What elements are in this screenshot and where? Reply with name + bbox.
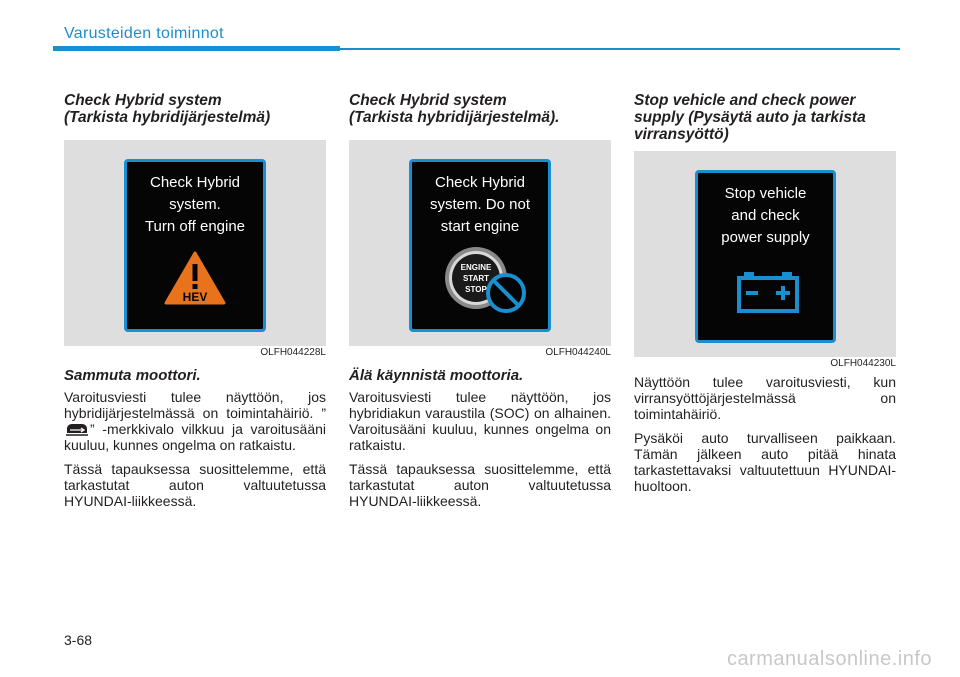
cluster-figure (634, 151, 896, 357)
paragraph: Varoitusviesti tulee näyttöön, jos hybridiakun varaustila (SOC) on alhainen. Varoitusääni kuuluu, kunnes ongelma on ratkaistu. (349, 389, 611, 453)
screen-message: Check Hybrid system. Do not start engine (429, 174, 531, 235)
screen-message: Stop vehicle and check power supply (721, 185, 810, 246)
svg-text:START: START (462, 274, 490, 283)
paragraph: Tässä tapauksessa suosittelemme, että tarkastutat auton valtuutetussa HYUNDAI-liikkeessä. (64, 461, 326, 509)
section-title: Varusteiden toiminnot (64, 25, 224, 42)
paragraph: Varoitusviesti tulee näyttöön, jos hybridijärjestelmässä on toimintahäiriö. ”” -merkkivalo vilkkuu ja varoitusääni kuuluu, kunnes ongelma on ratkaistu. (64, 389, 326, 453)
cluster-screen (124, 159, 266, 332)
cluster-screen (409, 159, 551, 332)
figure-code: OLFH044240L (545, 347, 611, 358)
subheading: Älä käynnistä moottoria. (349, 367, 524, 384)
watermark: carmanualsonline.info (726, 648, 932, 670)
header-rule-thick (53, 46, 340, 51)
paragraph: Tässä tapauksessa suosittelemme, että tarkastutat auton valtuutetussa HYUNDAI-liikkeessä. (349, 461, 611, 509)
cluster-figure (64, 140, 326, 346)
paragraph: Näyttöön tulee varoitusviesti, kun virransyöttöjärjestelmässä on toimintahäiriö. (634, 374, 896, 422)
column-check-hybrid-turn-off (64, 92, 326, 517)
svg-text:STOP: STOP (465, 285, 487, 294)
battery-icon (736, 270, 800, 314)
section-heading: Check Hybrid system (Tarkista hybridijärjestelmä). (349, 92, 560, 126)
cluster-figure (349, 140, 611, 346)
cluster-screen (695, 170, 836, 343)
subheading: Sammuta moottori. (64, 367, 201, 384)
hybrid-warning-icon (64, 421, 90, 437)
column-check-hybrid-do-not-start (349, 92, 611, 517)
engine-start-stop-prohibited-icon (444, 245, 530, 317)
screen-message: Check Hybrid system. Turn off engine (144, 174, 246, 235)
section-heading: Stop vehicle and check power supply (Pysäytä auto ja tarkista virransyöttö) (634, 92, 866, 143)
paragraph: Pysäköi auto turvalliseen paikkaan. Tämän jälkeen auto pitää hinata tarkastettavaksi valtuutettuun HYUNDAI-huoltoon. (634, 430, 896, 494)
section-heading: Check Hybrid system (Tarkista hybridijärjestelmä) (64, 92, 271, 126)
figure-code: OLFH044228L (260, 347, 326, 358)
page-number: 3-68 (64, 632, 93, 648)
figure-code: OLFH044230L (830, 358, 896, 369)
svg-text:ENGINE: ENGINE (460, 263, 492, 272)
column-stop-vehicle-power-supply (634, 92, 896, 502)
hev-warning-icon (163, 250, 227, 306)
header-rule-thin (340, 48, 900, 50)
svg-text:HEV: HEV (182, 290, 208, 304)
